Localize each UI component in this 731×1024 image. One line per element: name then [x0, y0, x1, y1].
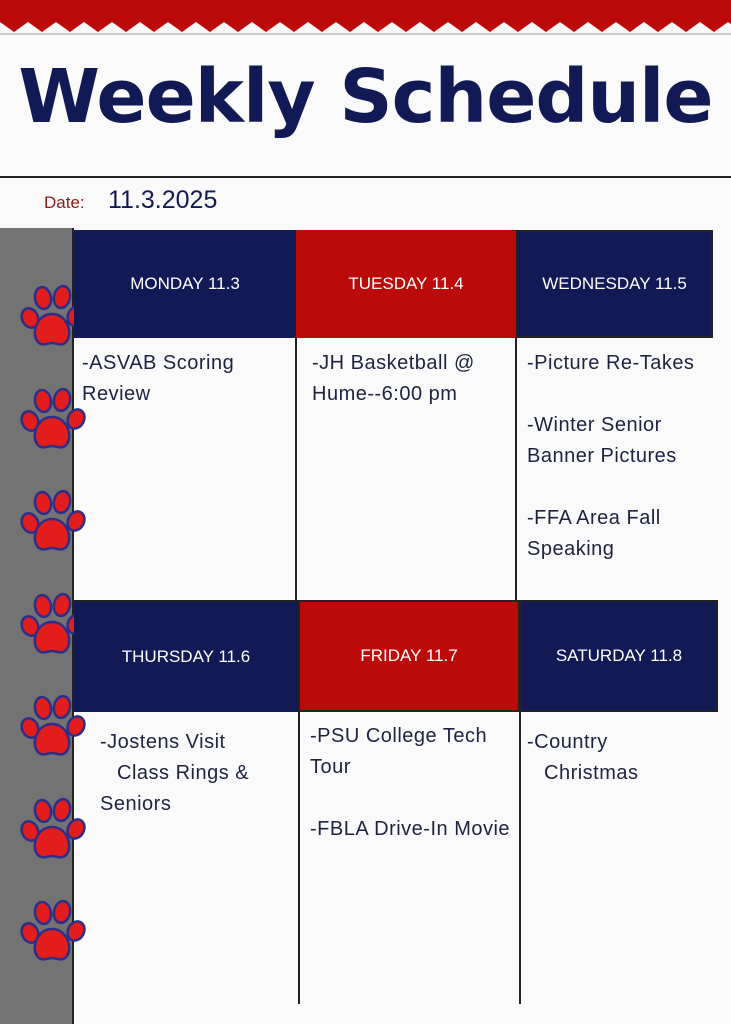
day-cell-tuesday: [312, 348, 508, 410]
page-title: Weekly Schedule: [18, 54, 713, 140]
day-header-monday: MONDAY 11.3: [74, 230, 296, 338]
schedule-item: Seniors: [100, 793, 172, 815]
schedule-item: -Winter Senior Banner Pictures: [527, 414, 677, 467]
paw-print-icon: [16, 897, 88, 969]
day-header-thursday: THURSDAY 11.6: [74, 600, 298, 712]
schedule-item: -FFA Area Fall Speaking: [527, 507, 661, 560]
day-cell-monday: [82, 348, 287, 410]
day-cell-saturday: [527, 727, 717, 789]
schedule-item: Christmas: [544, 762, 639, 784]
day-cell-wednesday: [527, 348, 717, 565]
schedule-item: -JH Basketball @ Hume--6:00 pm: [312, 352, 475, 405]
date-value: 11.3.2025: [108, 186, 218, 214]
schedule-item: Class Rings &: [117, 762, 250, 784]
day-cell-thursday: [100, 727, 295, 820]
schedule-item: -PSU College Tech Tour: [310, 725, 488, 778]
day-header-saturday: SATURDAY 11.8: [520, 600, 718, 712]
schedule-item: -ASVAB Scoring Review: [82, 352, 235, 405]
date-label: Date:: [44, 193, 85, 212]
column-divider: [515, 338, 517, 620]
day-header-friday: FRIDAY 11.7: [298, 600, 520, 712]
paw-print-icon: [16, 795, 88, 867]
schedule-item: -FBLA Drive-In Movie: [310, 818, 511, 840]
day-cell-friday: [310, 721, 515, 845]
day-header-tuesday: TUESDAY 11.4: [296, 230, 516, 338]
zigzag-banner: [0, 0, 731, 36]
schedule-item: -Jostens Visit: [100, 731, 226, 753]
column-divider: [295, 338, 297, 600]
schedule-item: -Picture Re-Takes: [527, 352, 695, 374]
column-divider: [298, 712, 300, 1004]
day-header-wednesday: WEDNESDAY 11.5: [516, 230, 713, 338]
paw-print-icon: [16, 487, 88, 559]
top-divider: [0, 33, 731, 35]
title-divider: [0, 176, 731, 178]
paw-print-icon: [16, 385, 88, 457]
schedule-item: -Country: [527, 731, 608, 753]
column-divider: [519, 712, 521, 1004]
